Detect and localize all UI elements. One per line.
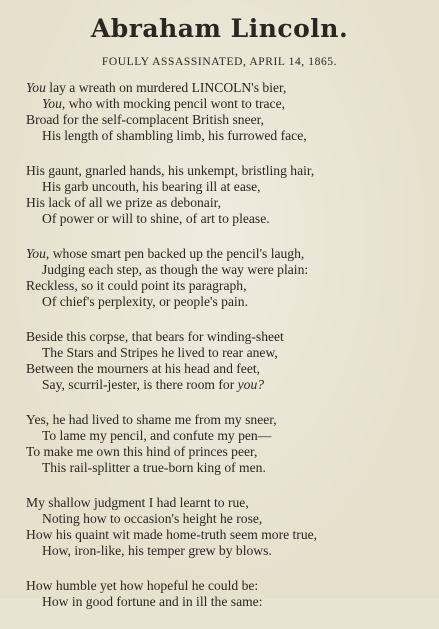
poem-line: To make me own this hind of princes peer, (26, 444, 258, 459)
poem-line: You, who with mocking pencil wont to trace, (42, 96, 286, 111)
stanza (26, 163, 436, 227)
poem-line: How in good fortune and in ill the same: (42, 594, 263, 609)
poem-body (26, 80, 436, 629)
stanza (26, 578, 436, 610)
poem-line: To lame my pencil, and confute my pen— (42, 428, 272, 443)
poem-line: Between the mourners at his head and feet, (26, 361, 261, 376)
poem-title: Abraham Lincoln. (90, 14, 349, 43)
poem-line: Yes, he had lived to shame me from my sneer, (26, 412, 277, 427)
poem-line: Say, scurril-jester, is there room for you? (42, 377, 265, 392)
stanza (26, 80, 436, 144)
poem-line: How, iron-like, his temper grew by blows. (42, 543, 272, 558)
poem-line: Of power or will to shine, of art to please. (42, 211, 270, 226)
poem-line: You, whose smart pen backed up the pencil's laugh, (26, 246, 305, 261)
poem-line: His length of shambling limb, his furrowed face, (42, 128, 307, 143)
poem-subtitle: FOULLY ASSASSINATED, APRIL 14, 1865. (101, 56, 338, 68)
poem-line: My shallow judgment I had learnt to rue, (26, 495, 249, 510)
poem-line: How his quaint wit made home-truth seem more true, (26, 527, 318, 542)
poem-line: Of chief's perplexity, or people's pain. (42, 294, 248, 309)
poem-line: His lack of all we prize as debonair, (26, 195, 221, 210)
poem-line: The Stars and Stripes he lived to rear anew, (42, 345, 278, 360)
poem-line: How humble yet how hopeful he could be: (26, 578, 259, 593)
stanza (26, 246, 436, 310)
poem-line: This rail-splitter a true-born king of men. (42, 460, 266, 475)
stanza (26, 495, 436, 559)
poem-line: You lay a wreath on murdered LINCOLN's bier, (26, 80, 287, 95)
poem-line: Beside this corpse, that bears for winding-sheet (26, 329, 284, 344)
poem-line: His gaunt, gnarled hands, his unkempt, bristling hair, (26, 163, 315, 178)
poem-line: Judging each step, as though the way were plain: (42, 262, 309, 277)
poem-line: Reckless, so it could point its paragraph, (26, 278, 247, 293)
poem-line: His garb uncouth, his bearing ill at ease, (42, 179, 261, 194)
stanza (26, 412, 436, 476)
poem-line: Noting how to occasion's height he rose, (42, 511, 263, 526)
stanza (26, 329, 436, 393)
poem-line: Broad for the self-complacent British sneer, (26, 112, 265, 127)
